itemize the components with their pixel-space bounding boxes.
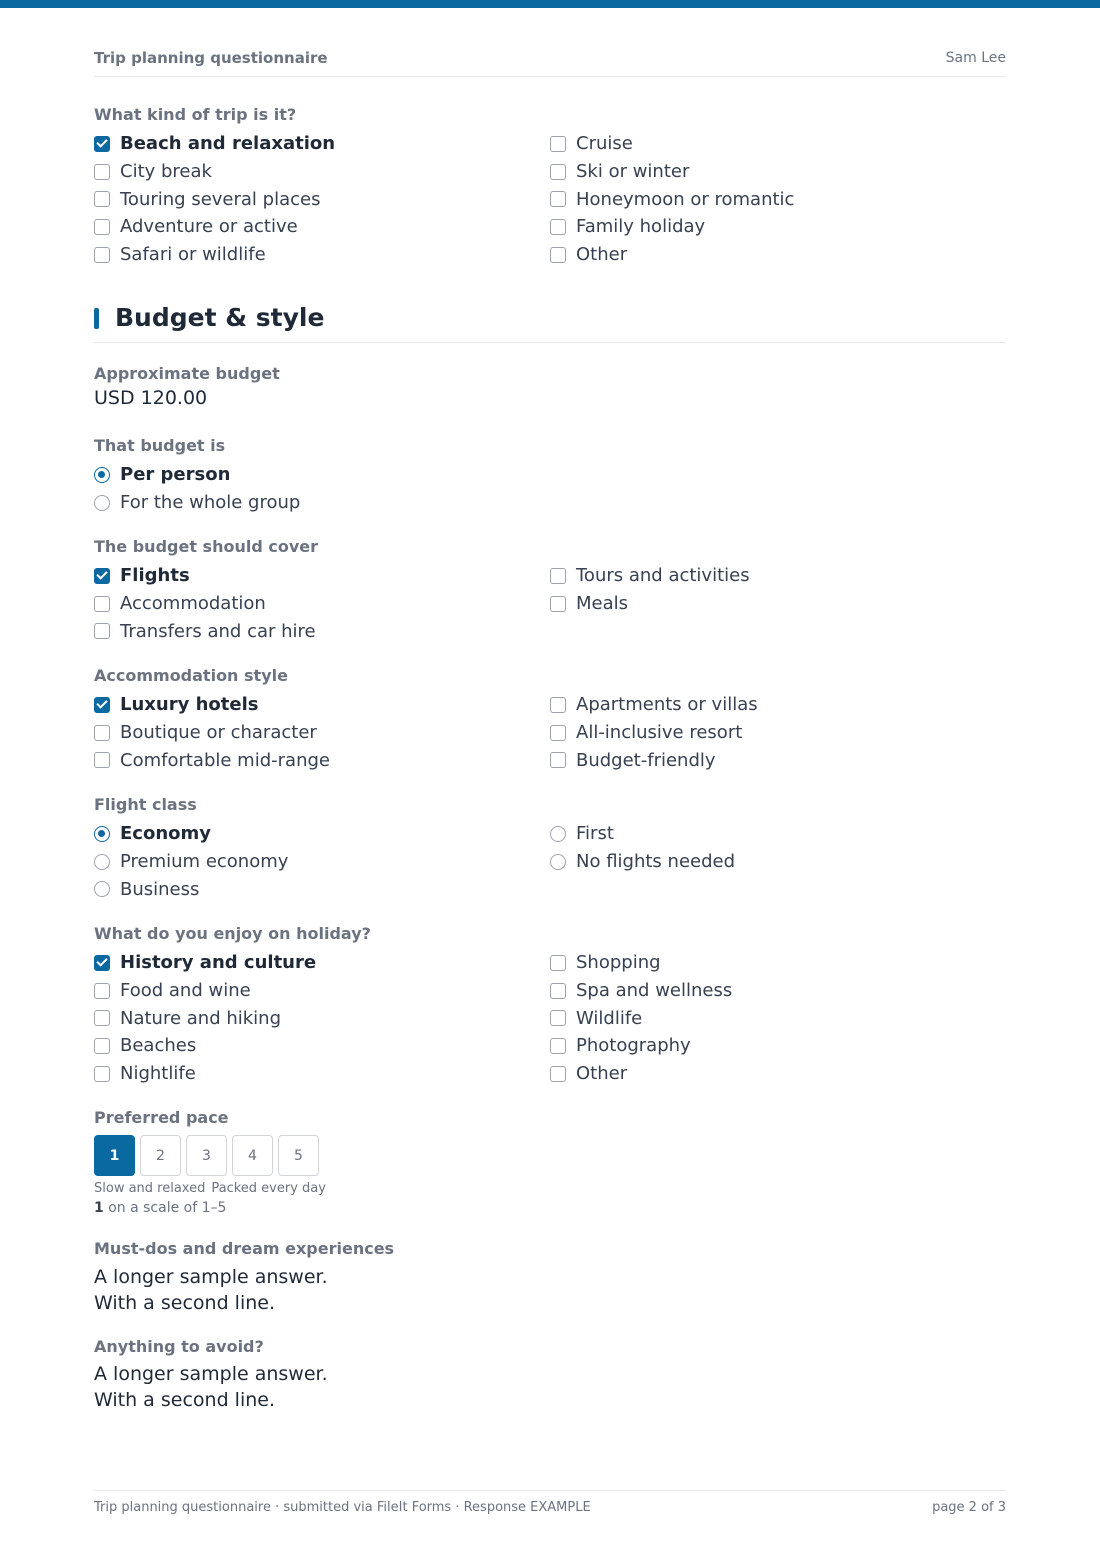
option-label: Family holiday <box>576 216 706 238</box>
option-trip-kind-3[interactable] <box>94 213 550 241</box>
checkbox-empty-icon[interactable] <box>550 697 566 713</box>
scale-option-3[interactable]: 3 <box>186 1135 227 1176</box>
checkbox-empty-icon[interactable] <box>94 247 110 263</box>
question-label: Preferred pace <box>94 1108 229 1127</box>
option-label: First <box>576 823 614 845</box>
option-label: Beach and relaxation <box>120 133 336 155</box>
option-flight-class-2[interactable] <box>94 875 550 903</box>
answer-value: A longer sample answer. With a second line. <box>94 1266 328 1314</box>
scale-option-5[interactable]: 5 <box>278 1135 319 1176</box>
option-label: Adventure or active <box>120 216 298 238</box>
option-label: For the whole group <box>120 492 301 514</box>
checkbox-empty-icon[interactable] <box>94 1066 110 1082</box>
footer-info: Trip planning questionnaire · submitted via FileIt Forms · Response EXAMPLE <box>94 1500 591 1515</box>
question-label: Anything to avoid? <box>94 1337 264 1356</box>
checkbox-empty-icon[interactable] <box>94 752 110 768</box>
option-flight-class-4[interactable] <box>550 848 1006 876</box>
scale-legend <box>94 1181 1006 1196</box>
option-label: Luxury hotels <box>120 694 259 716</box>
checkbox-empty-icon[interactable] <box>550 752 566 768</box>
option-label: Other <box>576 244 628 266</box>
scale-option-4[interactable]: 4 <box>232 1135 273 1176</box>
option-accommodation-0[interactable] <box>94 691 550 719</box>
option-list <box>94 461 1006 516</box>
checkbox-empty-icon[interactable] <box>94 1010 110 1026</box>
option-label: Cruise <box>576 133 633 155</box>
option-label: Boutique or character <box>120 722 317 744</box>
option-trip-kind-5[interactable] <box>550 130 1006 158</box>
option-accommodation-4[interactable] <box>550 719 1006 747</box>
option-flight-class-1[interactable] <box>94 848 550 876</box>
option-label: Business <box>120 878 200 900</box>
scale-range-text: on a scale of 1–5 <box>108 1200 227 1216</box>
question-label: Accommodation style <box>94 666 288 685</box>
question-label: The budget should cover <box>94 537 318 556</box>
checkbox-empty-icon[interactable] <box>550 1066 566 1082</box>
option-enjoy-5[interactable] <box>550 949 1006 977</box>
checkbox-empty-icon[interactable] <box>550 983 566 999</box>
question-label: Must-dos and dream experiences <box>94 1239 395 1258</box>
question-budget <box>94 363 1006 411</box>
checkbox-empty-icon[interactable] <box>550 219 566 235</box>
option-label: Budget-friendly <box>576 749 716 771</box>
page-footer <box>94 1490 1006 1520</box>
question-label: That budget is <box>94 436 226 455</box>
option-trip-kind-8[interactable] <box>550 213 1006 241</box>
option-label: Wildlife <box>576 1007 643 1029</box>
scale-selected-value: 1 <box>94 1200 104 1216</box>
option-list <box>94 820 1006 903</box>
option-label: Touring several places <box>120 188 321 210</box>
option-label: Premium economy <box>120 851 289 873</box>
checkbox-empty-icon[interactable] <box>94 219 110 235</box>
checkbox-empty-icon[interactable] <box>550 955 566 971</box>
radio-empty-icon[interactable] <box>94 854 110 870</box>
radio-empty-icon[interactable] <box>550 826 566 842</box>
checkbox-empty-icon[interactable] <box>550 568 566 584</box>
scale-option-2[interactable]: 2 <box>140 1135 181 1176</box>
checkbox-empty-icon[interactable] <box>550 1038 566 1054</box>
question-budget-is <box>94 435 1006 516</box>
option-budget-cover-2[interactable] <box>94 617 550 645</box>
option-budget-cover-3[interactable] <box>550 562 1006 590</box>
option-enjoy-3[interactable] <box>94 1032 550 1060</box>
question-pace <box>94 1107 1006 1216</box>
checkbox-empty-icon[interactable] <box>94 1038 110 1054</box>
option-accommodation-1[interactable] <box>94 719 550 747</box>
radio-selected-icon[interactable] <box>94 467 110 483</box>
option-label: Spa and wellness <box>576 980 733 1002</box>
section-title: Budget & style <box>115 303 325 332</box>
option-label: Photography <box>576 1035 691 1057</box>
option-label: Food and wine <box>120 980 251 1002</box>
checkbox-empty-icon[interactable] <box>94 725 110 741</box>
option-enjoy-7[interactable] <box>550 1004 1006 1032</box>
option-accommodation-3[interactable] <box>550 691 1006 719</box>
option-label: Safari or wildlife <box>120 244 266 266</box>
option-enjoy-4[interactable] <box>94 1060 550 1088</box>
checkbox-checked-icon[interactable] <box>94 697 110 713</box>
page-number: page 2 of 3 <box>932 1500 1006 1515</box>
option-trip-kind-0[interactable] <box>94 130 550 158</box>
section-accent-bar <box>94 308 99 329</box>
option-flight-class-0[interactable] <box>94 820 550 848</box>
radio-empty-icon[interactable] <box>94 495 110 511</box>
question-must-dos <box>94 1238 1006 1316</box>
option-accommodation-5[interactable] <box>550 746 1006 774</box>
option-label: Accommodation <box>120 593 266 615</box>
option-label: Honeymoon or romantic <box>576 188 795 210</box>
option-label: Flights <box>120 565 190 587</box>
option-label: Tours and activities <box>576 565 750 587</box>
question-trip-kind <box>94 104 1006 268</box>
scale-option-1[interactable]: 1 <box>94 1135 135 1176</box>
question-enjoy <box>94 923 1006 1087</box>
option-list <box>94 949 1006 1087</box>
question-accommodation <box>94 665 1006 774</box>
option-label: All-inclusive resort <box>576 722 743 744</box>
scale-min-label: Slow and relaxed <box>94 1181 206 1196</box>
option-label: Per person <box>120 464 231 486</box>
question-flight-class <box>94 794 1006 903</box>
answer-value: A longer sample answer. With a second line. <box>94 1363 328 1411</box>
option-list <box>94 562 1006 645</box>
form-title: Trip planning questionnaire <box>94 49 328 67</box>
option-enjoy-9[interactable] <box>550 1060 1006 1088</box>
option-enjoy-8[interactable] <box>550 1032 1006 1060</box>
checkbox-empty-icon[interactable] <box>94 164 110 180</box>
top-accent-bar <box>0 0 1100 8</box>
option-label: Apartments or villas <box>576 694 758 716</box>
option-label: Transfers and car hire <box>120 620 316 642</box>
option-trip-kind-6[interactable] <box>550 158 1006 186</box>
option-flight-class-3[interactable] <box>550 820 1006 848</box>
checkbox-empty-icon[interactable] <box>550 725 566 741</box>
question-budget-cover <box>94 536 1006 645</box>
question-label: What kind of trip is it? <box>94 105 297 124</box>
option-budget-cover-4[interactable] <box>550 590 1006 618</box>
scale-summary <box>94 1200 1006 1216</box>
page-header <box>94 49 1006 77</box>
option-trip-kind-4[interactable] <box>94 241 550 269</box>
option-trip-kind-7[interactable] <box>550 185 1006 213</box>
checkbox-empty-icon[interactable] <box>550 164 566 180</box>
option-trip-kind-1[interactable] <box>94 158 550 186</box>
option-label: Comfortable mid-range <box>120 749 330 771</box>
checkbox-empty-icon[interactable] <box>94 191 110 207</box>
option-trip-kind-2[interactable] <box>94 185 550 213</box>
option-label: Economy <box>120 823 212 845</box>
option-enjoy-0[interactable] <box>94 949 550 977</box>
radio-empty-icon[interactable] <box>550 854 566 870</box>
pace-scale <box>94 1135 1006 1176</box>
question-label: Flight class <box>94 795 197 814</box>
scale-max-label: Packed every day <box>211 1181 326 1196</box>
option-budget-cover-1[interactable] <box>94 590 550 618</box>
checkbox-empty-icon[interactable] <box>550 247 566 263</box>
option-list <box>94 691 1006 774</box>
option-label: Nightlife <box>120 1063 196 1085</box>
checkbox-empty-icon[interactable] <box>94 623 110 639</box>
option-enjoy-1[interactable] <box>94 977 550 1005</box>
option-label: Other <box>576 1063 628 1085</box>
question-label: What do you enjoy on holiday? <box>94 924 371 943</box>
checkbox-checked-icon[interactable] <box>94 136 110 152</box>
checkbox-checked-icon[interactable] <box>94 955 110 971</box>
question-label: Approximate budget <box>94 364 280 383</box>
respondent-name: Sam Lee <box>945 50 1006 66</box>
answer-value: USD 120.00 <box>94 387 208 409</box>
radio-empty-icon[interactable] <box>94 881 110 897</box>
checkbox-empty-icon[interactable] <box>550 1010 566 1026</box>
section-heading <box>94 302 1006 343</box>
option-list <box>94 130 1006 268</box>
option-label: History and culture <box>120 952 317 974</box>
option-label: Ski or winter <box>576 161 690 183</box>
option-label: Meals <box>576 593 629 615</box>
question-avoid <box>94 1336 1006 1413</box>
option-budget-cover-0[interactable] <box>94 562 550 590</box>
radio-selected-icon[interactable] <box>94 826 110 842</box>
option-budget-is-0[interactable] <box>94 461 550 489</box>
checkbox-empty-icon[interactable] <box>94 983 110 999</box>
option-enjoy-2[interactable] <box>94 1004 550 1032</box>
option-budget-is-1[interactable] <box>94 489 550 517</box>
option-label: City break <box>120 161 212 183</box>
option-enjoy-6[interactable] <box>550 977 1006 1005</box>
checkbox-empty-icon[interactable] <box>550 136 566 152</box>
option-label: Nature and hiking <box>120 1007 282 1029</box>
checkbox-checked-icon[interactable] <box>94 568 110 584</box>
checkbox-empty-icon[interactable] <box>550 191 566 207</box>
option-trip-kind-9[interactable] <box>550 241 1006 269</box>
option-accommodation-2[interactable] <box>94 746 550 774</box>
option-label: Shopping <box>576 952 661 974</box>
option-label: Beaches <box>120 1035 197 1057</box>
checkbox-empty-icon[interactable] <box>550 596 566 612</box>
checkbox-empty-icon[interactable] <box>94 596 110 612</box>
option-label: No flights needed <box>576 851 736 873</box>
